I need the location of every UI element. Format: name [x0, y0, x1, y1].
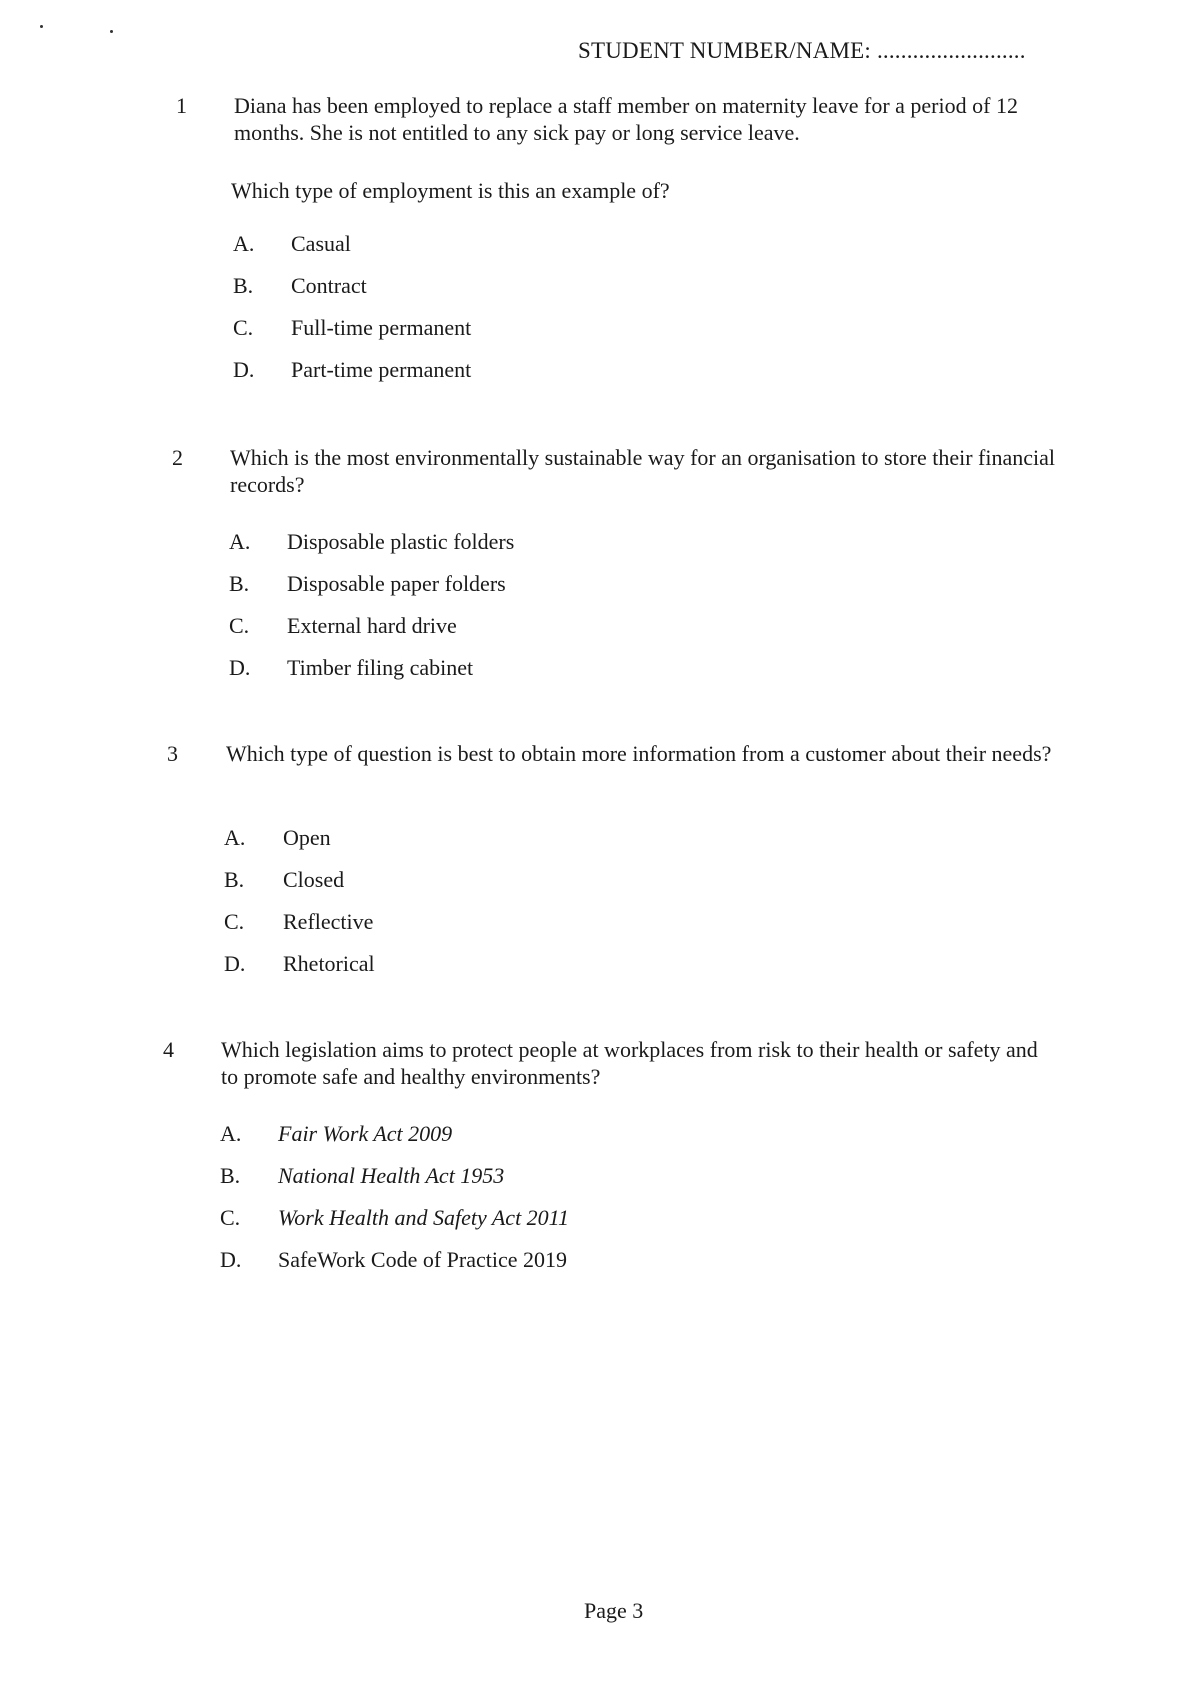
- option-letter: C.: [220, 1205, 241, 1230]
- option-text: Full-time permanent: [291, 315, 472, 340]
- question-number: 2: [172, 445, 183, 470]
- question-text: Which legislation aims to protect people at workplaces from risk to their health or safety and to promote safe and healthy environments?: [221, 1037, 1038, 1089]
- option-text: Work Health and Safety Act 2011: [278, 1205, 570, 1230]
- option-letter: B.: [229, 571, 250, 596]
- option-text: External hard drive: [287, 613, 457, 638]
- option-text: Part-time permanent: [291, 357, 472, 382]
- option-text: Contract: [291, 273, 367, 298]
- question-number: 1: [176, 93, 187, 118]
- question-text: Diana has been employed to replace a staff member on maternity leave for a period of 12 months. She is not entitled to any sick pay or long service leave.: [234, 93, 1018, 145]
- question-prompt: Which type of employment is this an example of?: [231, 178, 670, 203]
- option-text: Reflective: [283, 909, 374, 934]
- scan-speck: [40, 25, 43, 28]
- option-letter: D.: [229, 655, 251, 680]
- option-letter: D.: [224, 951, 246, 976]
- question-number: 4: [163, 1037, 174, 1062]
- option-letter: C.: [224, 909, 245, 934]
- scan-speck: [110, 30, 113, 33]
- option-text: Disposable paper folders: [287, 571, 506, 596]
- option-text: Fair Work Act 2009: [278, 1121, 453, 1146]
- option-letter: A.: [224, 825, 246, 850]
- option-letter: A.: [233, 231, 255, 256]
- question-number: 3: [167, 741, 178, 766]
- option-letter: B.: [220, 1163, 241, 1188]
- student-number-name-label: STUDENT NUMBER/NAME: .........................: [578, 38, 1026, 63]
- option-text: SafeWork Code of Practice 2019: [278, 1247, 568, 1272]
- option-letter: A.: [220, 1121, 242, 1146]
- option-letter: C.: [233, 315, 254, 340]
- option-text: Casual: [291, 231, 351, 256]
- option-letter: C.: [229, 613, 250, 638]
- option-text: National Health Act 1953: [278, 1163, 505, 1188]
- option-text: Open: [283, 825, 331, 850]
- option-text: Timber filing cabinet: [287, 655, 474, 680]
- option-text: Disposable plastic folders: [287, 529, 515, 554]
- option-letter: B.: [233, 273, 254, 298]
- option-letter: D.: [233, 357, 255, 382]
- option-letter: D.: [220, 1247, 242, 1272]
- option-letter: A.: [229, 529, 251, 554]
- option-text: Rhetorical: [283, 951, 375, 976]
- option-text: Closed: [283, 867, 345, 892]
- page-number: Page 3: [584, 1598, 644, 1623]
- option-letter: B.: [224, 867, 245, 892]
- question-text: Which is the most environmentally sustainable way for an organisation to store their financial records?: [230, 445, 1055, 497]
- question-text: Which type of question is best to obtain more information from a customer about their needs?: [226, 741, 1052, 766]
